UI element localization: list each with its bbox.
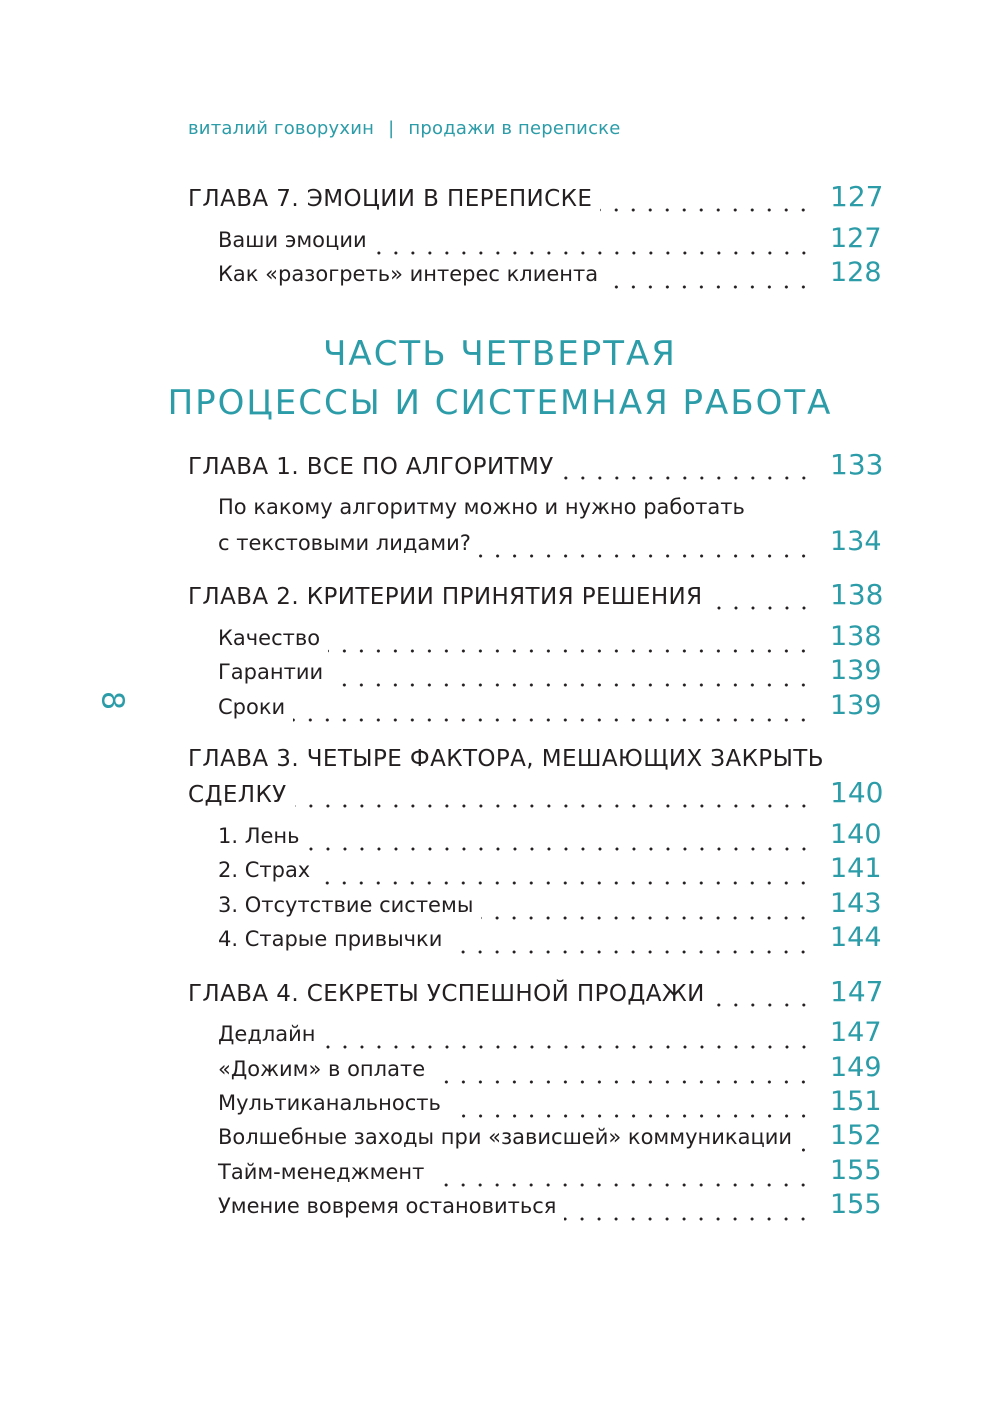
- leader-dots: [800, 1148, 812, 1152]
- toc-entry-chapter-3-line1[interactable]: ГЛАВА 3. ЧЕТЫРЕ ФАКТОРА, МЕШАЮЩИХ ЗАКРЫТЬ: [188, 746, 824, 772]
- running-head-separator: |: [388, 118, 395, 139]
- toc-page-number: 155: [830, 1155, 882, 1186]
- toc-entry[interactable]: [218, 655, 880, 695]
- leader-dots: [331, 683, 812, 687]
- toc-entry-label: ГЛАВА 2. КРИТЕРИИ ПРИНЯТИЯ РЕШЕНИЯ: [188, 584, 703, 610]
- toc-page-number: 134: [830, 526, 882, 557]
- toc-entry-label: Ваши эмоции: [218, 228, 367, 252]
- leader-dots: [318, 881, 812, 885]
- toc-page-number: 143: [830, 888, 882, 919]
- toc-page-number: 152: [830, 1120, 882, 1151]
- toc-entry[interactable]: [218, 853, 880, 893]
- toc-entry[interactable]: [218, 526, 880, 566]
- toc-entry[interactable]: [218, 1120, 880, 1160]
- page-number: 8: [94, 690, 130, 711]
- leader-dots: [432, 1183, 812, 1187]
- toc-entry-chapter-1[interactable]: [188, 448, 884, 488]
- toc-entry-label: с текстовыми лидами?: [218, 531, 471, 555]
- leader-dots: [606, 285, 812, 289]
- leader-dots: [564, 1217, 812, 1221]
- leader-dots: [449, 1114, 812, 1118]
- toc-entry-label: Дедлайн: [218, 1022, 316, 1046]
- toc-page-number: 149: [830, 1052, 882, 1083]
- toc-entry[interactable]: [218, 690, 880, 730]
- toc-entry[interactable]: [218, 922, 880, 962]
- toc-entry-label: Качество: [218, 626, 321, 650]
- leader-dots: [711, 606, 812, 610]
- toc-page-number: 140: [830, 776, 884, 809]
- toc-entry-label-line1[interactable]: По какому алгоритму можно и нужно работать: [218, 495, 745, 519]
- toc-entry-label: Как «разогреть» интерес клиента: [218, 262, 599, 286]
- leader-dots: [562, 476, 812, 480]
- running-head: [188, 118, 621, 139]
- toc-entry-label: 1. Лень: [218, 824, 300, 848]
- toc-entry[interactable]: [218, 257, 880, 297]
- toc-page-number: 128: [830, 257, 882, 288]
- toc-entry-chapter-4[interactable]: [188, 975, 884, 1015]
- toc-page-number: 139: [830, 690, 882, 721]
- toc-entry-label: 3. Отсутствие системы: [218, 893, 474, 917]
- toc-entry-label: ГЛАВА 1. ВСЕ ПО АЛГОРИТМУ: [188, 454, 554, 480]
- toc-entry-label: СДЕЛКУ: [188, 782, 287, 808]
- leader-dots: [600, 208, 812, 212]
- toc-page-number: 155: [830, 1189, 882, 1220]
- toc-page-number: 127: [830, 223, 882, 254]
- leader-dots: [450, 950, 812, 954]
- leader-dots: [324, 1045, 812, 1049]
- toc-page-number: 144: [830, 922, 882, 953]
- leader-dots: [479, 554, 812, 558]
- toc-page-number: 139: [830, 655, 882, 686]
- toc-page-number: 140: [830, 819, 882, 850]
- toc-entry-chapter-2[interactable]: [188, 578, 884, 618]
- toc-page-number: 138: [830, 578, 884, 611]
- leader-dots: [375, 251, 812, 255]
- toc-entry-label: 4. Старые привычки: [218, 927, 443, 951]
- toc-entry-label: ГЛАВА 4. СЕКРЕТЫ УСПЕШНОЙ ПРОДАЖИ: [188, 981, 705, 1007]
- toc-entry-label: Сроки: [218, 695, 286, 719]
- toc-page-number: 133: [830, 448, 884, 481]
- toc-entry[interactable]: [218, 1189, 880, 1229]
- toc-page-number: 127: [830, 180, 884, 213]
- leader-dots: [295, 804, 812, 808]
- toc-page-number: 138: [830, 621, 882, 652]
- leader-dots: [293, 718, 812, 722]
- running-head-author: виталий говорухин: [188, 118, 375, 139]
- toc-entry-label: Умение вовремя остановиться: [218, 1194, 557, 1218]
- leader-dots: [308, 847, 812, 851]
- toc-page-number: 141: [830, 853, 882, 884]
- leader-dots: [481, 916, 812, 920]
- leader-dots: [713, 1003, 812, 1007]
- toc-page-number: 147: [830, 1017, 882, 1048]
- toc-entry-label: «Дожим» в оплате: [218, 1057, 426, 1081]
- toc-entry-label: Тайм-менеджмент: [218, 1160, 425, 1184]
- toc-page-number: 147: [830, 975, 884, 1008]
- toc-entry-label: Волшебные заходы при «зависшей» коммуникации: [218, 1125, 793, 1149]
- part-number-heading: ЧАСТЬ ЧЕТВЕРТАЯ: [323, 334, 677, 374]
- toc-entry-label: Мультиканальность: [218, 1091, 441, 1115]
- leader-dots: [433, 1080, 812, 1084]
- toc-entry-label: 2. Страх: [218, 858, 311, 882]
- toc-entry-label: Гарантии: [218, 660, 324, 684]
- toc-entry-label: ГЛАВА 7. ЭМОЦИИ В ПЕРЕПИСКЕ: [188, 186, 593, 212]
- running-head-book-title: продажи в переписке: [408, 118, 621, 139]
- leader-dots: [328, 649, 812, 653]
- part-title-heading: ПРОЦЕССЫ И СИСТЕМНАЯ РАБОТА: [167, 383, 833, 423]
- toc-entry-chapter-3[interactable]: [188, 776, 884, 816]
- toc-page-number: 151: [830, 1086, 882, 1117]
- toc-entry-chapter-7[interactable]: [188, 180, 884, 220]
- toc-entry[interactable]: [218, 1017, 880, 1057]
